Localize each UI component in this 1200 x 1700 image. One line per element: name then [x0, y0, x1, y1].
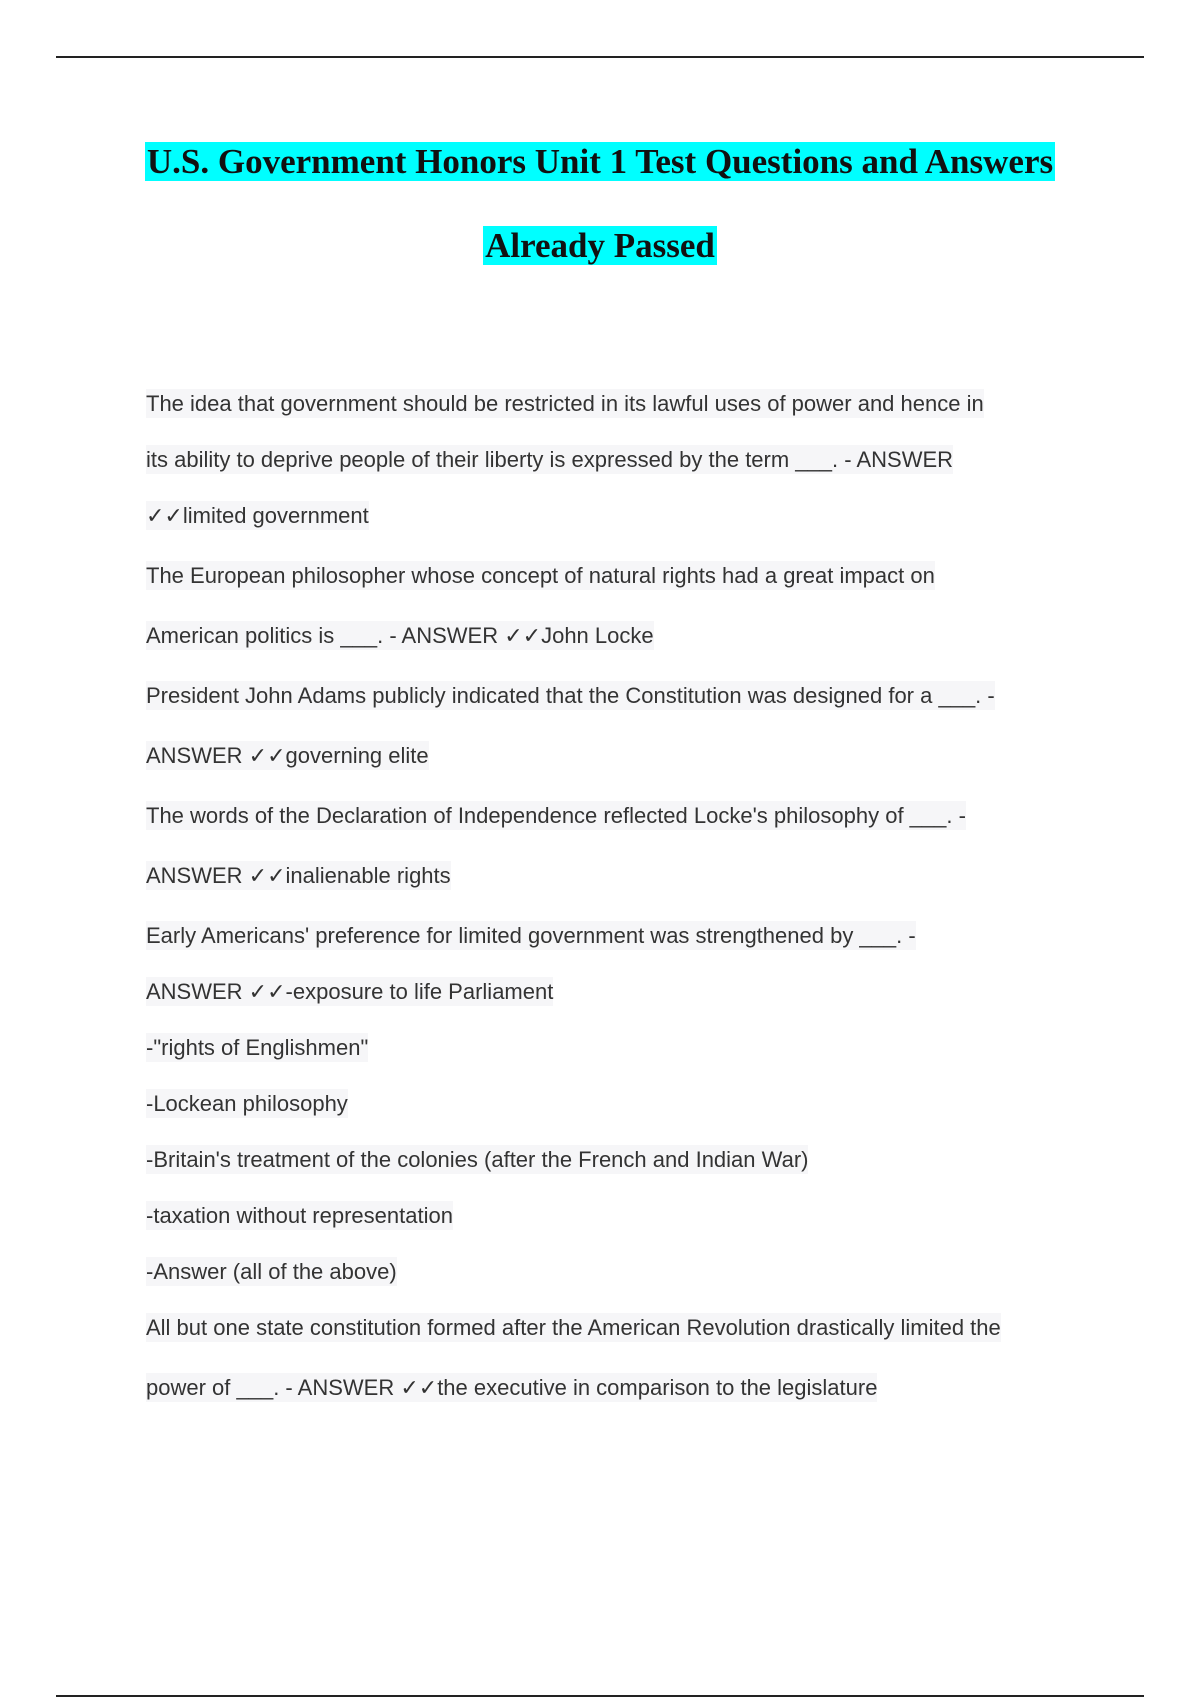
- qa-line: ANSWER ✓✓governing elite: [146, 743, 429, 768]
- title-text-2: Already Passed: [485, 226, 715, 265]
- title-line-2: [0, 224, 1200, 268]
- qa-list-item: -Britain's treatment of the colonies (after the French and Indian War): [146, 1147, 809, 1172]
- qa-line: President John Adams publicly indicated that the Constitution was designed for a ___. -: [146, 683, 995, 708]
- qa-item-3: [146, 682, 1096, 770]
- qa-line: ANSWER ✓✓-exposure to life Parliament: [146, 979, 554, 1004]
- title-line-1: [0, 140, 1200, 184]
- qa-line: power of ___. - ANSWER ✓✓the executive in comparison to the legislature: [146, 1375, 878, 1400]
- qa-line: All but one state constitution formed after the American Revolution drastically limited the: [146, 1315, 1001, 1340]
- qa-item-6: [146, 1314, 1096, 1402]
- qa-line: The idea that government should be restricted in its lawful uses of power and hence in: [146, 391, 984, 416]
- qa-list-item: -taxation without representation: [146, 1203, 453, 1228]
- qa-line: ANSWER ✓✓inalienable rights: [146, 863, 451, 888]
- qa-list-item: -"rights of Englishmen": [146, 1035, 369, 1060]
- qa-list-item: -Answer (all of the above): [146, 1259, 397, 1284]
- qa-line: The European philosopher whose concept of natural rights had a great impact on: [146, 563, 935, 588]
- qa-item-4: [146, 802, 1096, 890]
- document-title: [0, 140, 1200, 268]
- qa-content: [146, 390, 1096, 1402]
- qa-item-1: [146, 390, 1096, 530]
- title-text-1: U.S. Government Honors Unit 1 Test Questions and Answers: [146, 142, 1054, 181]
- qa-line: American politics is ___. - ANSWER ✓✓John Locke: [146, 623, 654, 648]
- bottom-rule: [56, 1695, 1144, 1697]
- top-rule: [56, 56, 1144, 58]
- qa-list-item: -Lockean philosophy: [146, 1091, 348, 1116]
- qa-line: its ability to deprive people of their liberty is expressed by the term ___. - ANSWER: [146, 447, 954, 472]
- qa-line: Early Americans' preference for limited government was strengthened by ___. -: [146, 923, 916, 948]
- qa-item-5: [146, 922, 1096, 1286]
- qa-line: The words of the Declaration of Independence reflected Locke's philosophy of ___. -: [146, 803, 966, 828]
- qa-line: ✓✓limited government: [146, 503, 369, 528]
- qa-item-2: [146, 562, 1096, 650]
